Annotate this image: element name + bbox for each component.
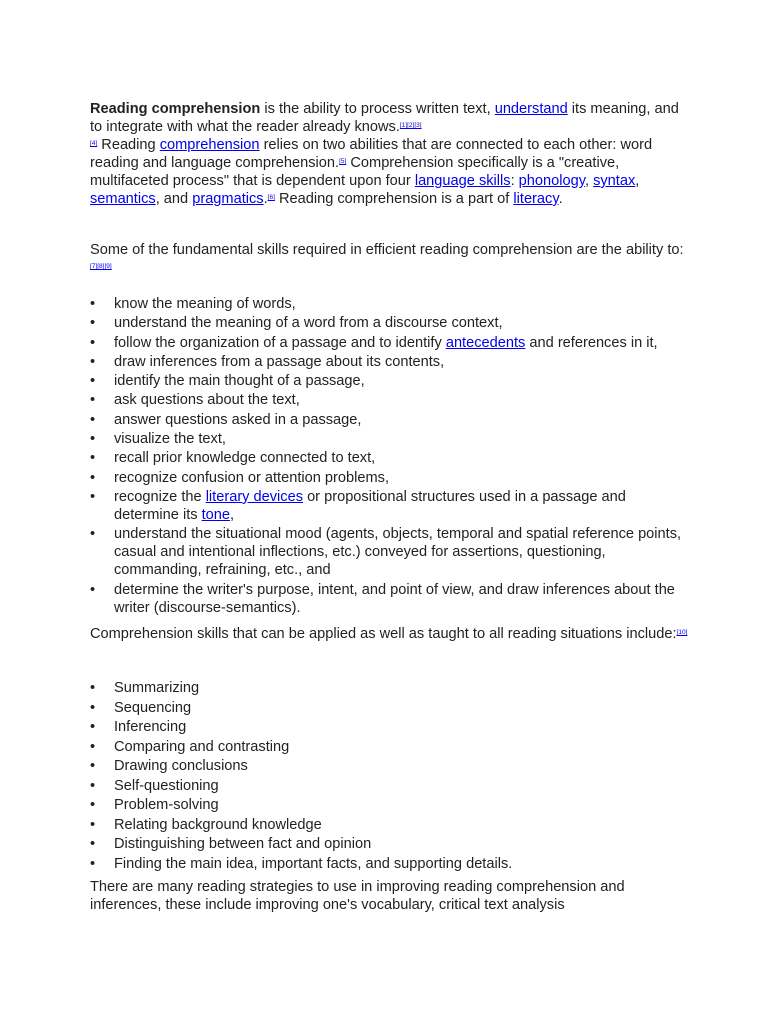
list-item: • Drawing conclusions <box>90 758 248 774</box>
link-literary-devices[interactable]: literary devices <box>205 488 304 505</box>
list-item: • ask questions about the text, <box>90 392 300 409</box>
list-item: • Relating background knowledge <box>90 816 322 833</box>
bullet-icon: • <box>90 392 96 409</box>
bullet-icon: • <box>90 699 96 716</box>
link-comprehension[interactable]: comprehension <box>159 137 260 153</box>
bullet-icon: • <box>90 680 96 696</box>
citation-7-8-9[interactable]: [7][8][9] <box>90 263 112 270</box>
list-item: • determine the writer's purpose, intent, and point of view, and draw inferences about the writer (discourse-semantics). <box>90 581 675 616</box>
list-item: • Finding the main idea, important facts, and supporting details. <box>90 855 513 872</box>
link-antecedents[interactable]: antecedents <box>445 334 526 351</box>
list-item: • understand the meaning of a word from a discourse context, <box>90 315 503 332</box>
bullet-icon: • <box>90 353 96 370</box>
comprehension-skills-list <box>90 679 512 874</box>
intro-paragraph: Reading comprehension is the ability to process written text, understand its meaning, and to integrate with what the reader already knows.[1][2][3] [4] Reading comprehension relies on two abilities that are connected to each other: word reading and language comprehension.[5] Comprehension specifically is a "creative, multifaceted process" that is dependent upon four language skills: phonology, syntax, semantics, and pragmatics.[6] Reading comprehension is a part of literacy. <box>90 101 679 207</box>
citation-4[interactable]: [4] <box>90 140 98 147</box>
bullet-icon: • <box>90 855 96 872</box>
bullet-icon: • <box>90 836 96 852</box>
skills-intro-paragraph: Some of the fundamental skills required in efficient reading comprehension are the ability to:[7][8][9] <box>90 242 684 270</box>
link-tone[interactable]: tone <box>201 506 231 523</box>
bullet-icon: • <box>90 431 96 448</box>
citation-10[interactable]: [10] <box>676 629 688 636</box>
bullet-icon: • <box>90 296 96 312</box>
list-item: • recall prior knowledge connected to text, <box>90 450 376 467</box>
fundamental-skills-list <box>90 295 688 618</box>
list-item: • draw inferences from a passage about its contents, <box>90 353 445 370</box>
list-item: • Sequencing <box>90 699 192 716</box>
list-item: • visualize the text, <box>90 431 226 448</box>
list-item: • Problem-solving <box>90 797 219 813</box>
bullet-icon: • <box>90 488 96 505</box>
list-item: • Comparing and contrasting <box>90 738 290 755</box>
bullet-icon: • <box>90 469 96 486</box>
bullet-icon: • <box>90 315 96 332</box>
list-item: • identify the main thought of a passage, <box>90 373 365 390</box>
bullet-icon: • <box>90 526 96 543</box>
bullet-icon: • <box>90 816 96 833</box>
bullet-icon: • <box>90 738 96 755</box>
bullet-icon: • <box>90 450 96 467</box>
strategies-paragraph: There are many reading strategies to use in improving reading comprehension and inferences, these include improving one's vocabulary, critical text analysis <box>90 879 625 913</box>
bullet-icon: • <box>90 581 96 598</box>
link-semantics[interactable]: semantics <box>90 191 156 207</box>
list-item: • recognize the literary devices or propositional structures used in a passage and determine its tone, <box>90 488 626 523</box>
bullet-icon: • <box>90 373 96 390</box>
comprehension-skills-paragraph: Comprehension skills that can be applied as well as taught to all reading situations include:[10] <box>90 626 688 642</box>
link-literacy[interactable]: literacy <box>513 191 559 207</box>
bullet-icon: • <box>90 797 96 813</box>
citation-5[interactable]: [5] <box>339 158 347 165</box>
bullet-icon: • <box>90 758 96 774</box>
list-item: • recognize confusion or attention problems, <box>90 469 390 486</box>
list-item: • Inferencing <box>90 719 187 735</box>
link-pragmatics[interactable]: pragmatics <box>192 191 264 207</box>
list-item: • Summarizing <box>90 680 200 696</box>
link-language-skills[interactable]: language skills <box>414 173 511 189</box>
list-item: • understand the situational mood (agents, objects, temporal and spatial reference points, casual and intentional inflections, etc.) conveyed for assertions, questioning, commanding, refraining, etc., and <box>90 526 682 579</box>
link-understand[interactable]: understand <box>494 101 568 117</box>
bullet-icon: • <box>90 777 96 794</box>
list-item: • Self-questioning <box>90 777 219 794</box>
list-item: • know the meaning of words, <box>90 296 296 312</box>
list-item: • follow the organization of a passage and to identify antecedents and references in it, <box>90 334 658 351</box>
bullet-icon: • <box>90 334 96 351</box>
term-bold: Reading comprehension <box>90 101 261 117</box>
link-phonology[interactable]: phonology <box>518 173 585 189</box>
citation-6[interactable]: [6] <box>267 194 275 201</box>
list-item: • Distinguishing between fact and opinion <box>90 836 372 852</box>
bullet-icon: • <box>90 719 96 735</box>
list-item: • answer questions asked in a passage, <box>90 411 362 428</box>
link-syntax[interactable]: syntax <box>593 173 636 189</box>
bullet-icon: • <box>90 411 96 428</box>
citation-1-2-3[interactable]: [1][2][3] <box>399 122 422 129</box>
